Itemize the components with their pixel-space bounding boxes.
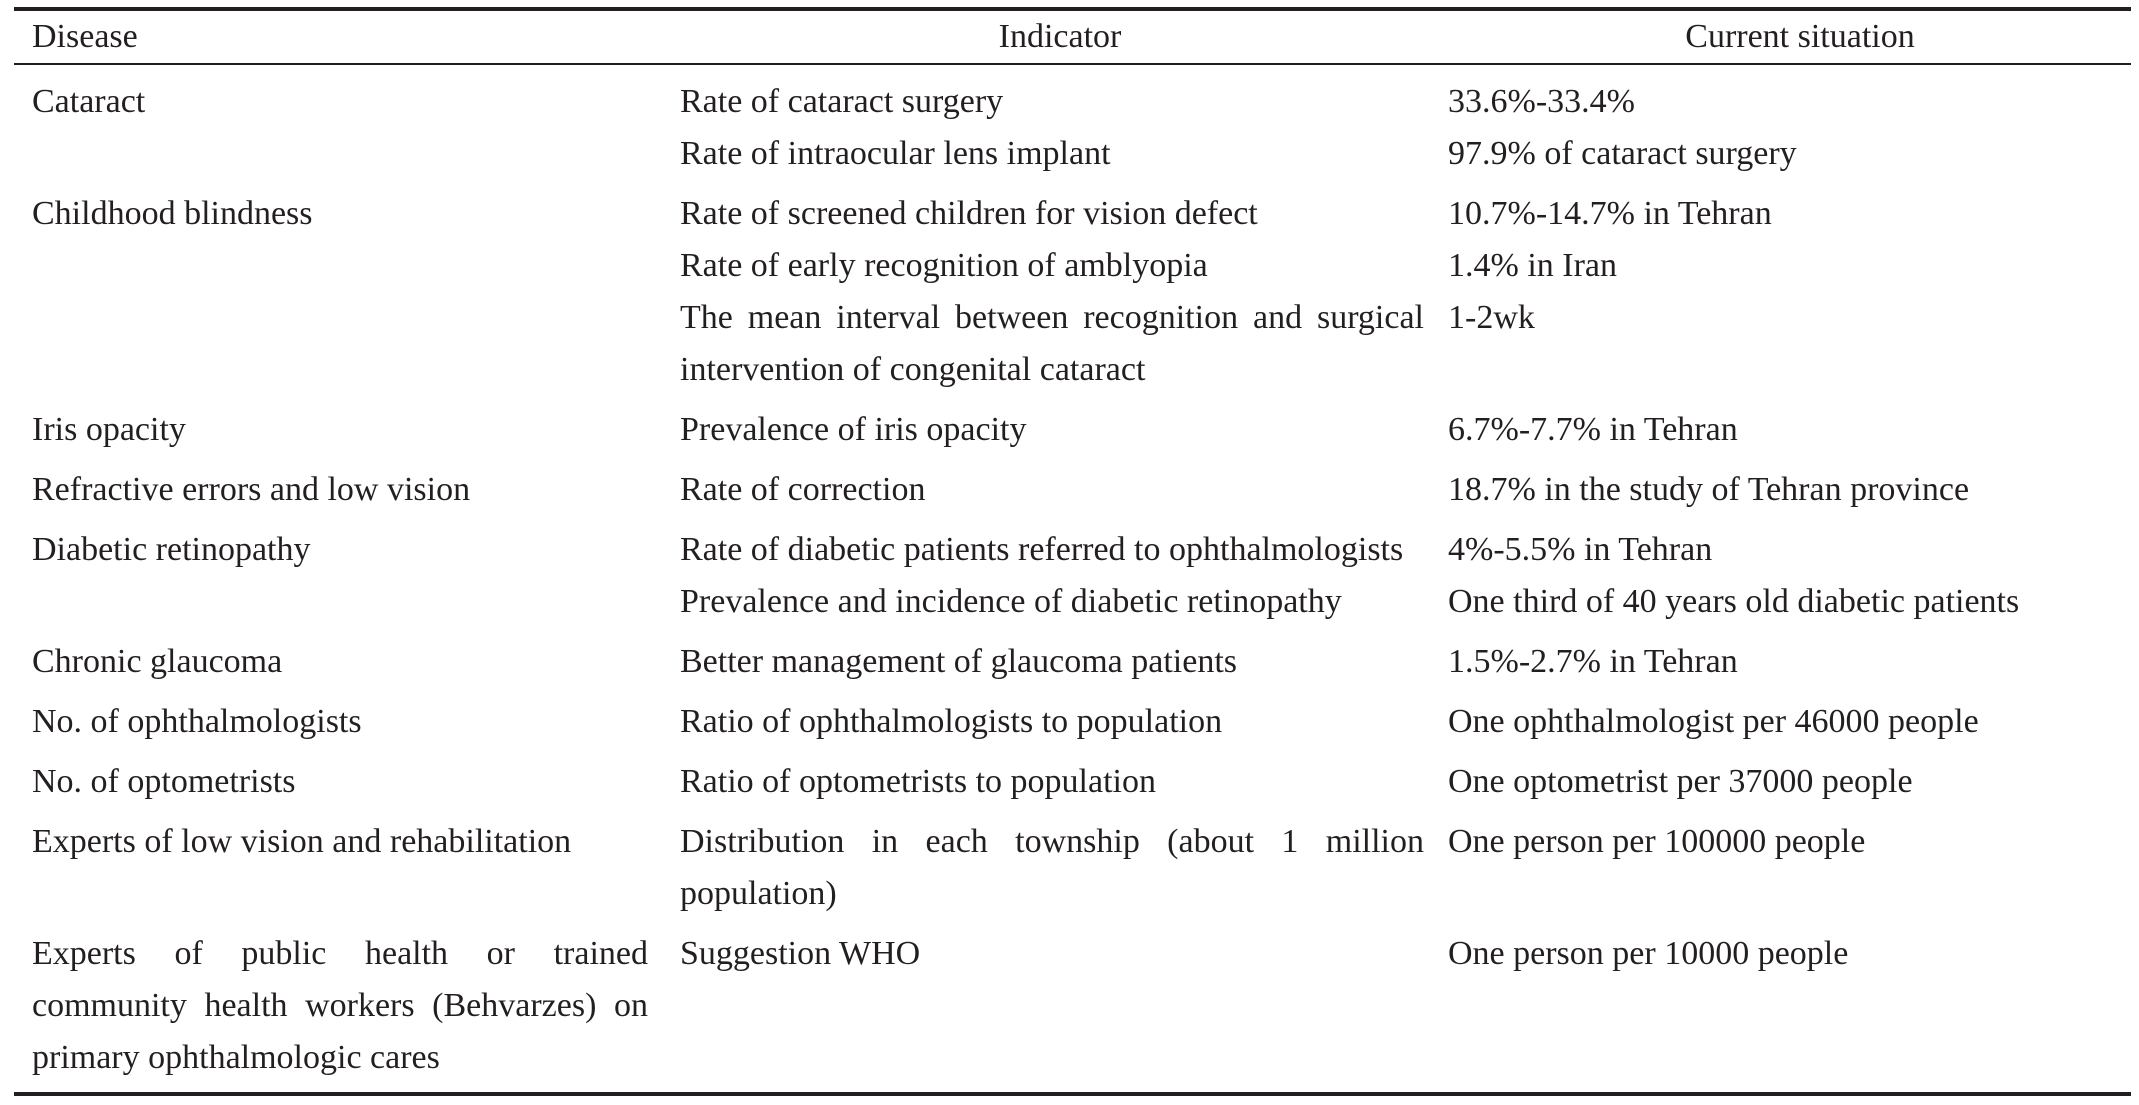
indicator-cell: Prevalence of iris opacity — [680, 411, 1027, 448]
table-row — [648, 696, 2139, 748]
indicator-cell: Ratio of optometrists to population — [680, 763, 1156, 800]
indicator-cell: Rate of cataract surgery — [680, 83, 1004, 120]
table-body — [0, 76, 2139, 1092]
current-situation-cell: 1-2wk — [1448, 299, 1535, 336]
disease-cell: Experts of public health or trained community health workers (Behvarzes) on primary ophthalmologic cares — [32, 935, 648, 1076]
table-row — [648, 636, 2139, 688]
indicator-rows — [648, 188, 2139, 396]
indicator-cell: Rate of intraocular lens implant — [680, 135, 1111, 172]
table-row — [648, 292, 2139, 396]
indicator-cell: Distribution in each township (about 1 million population) — [680, 823, 1424, 912]
indicator-cell: Rate of screened children for vision defect — [680, 195, 1258, 232]
current-situation-cell: One person per 10000 people — [1448, 935, 1849, 972]
table-row — [648, 404, 2139, 456]
current-situation-cell: One third of 40 years old diabetic patients — [1448, 583, 2020, 620]
disease-cell: Iris opacity — [32, 411, 186, 448]
table-row — [648, 76, 2139, 128]
indicator-rows — [648, 404, 2139, 456]
current-situation-cell: 1.4% in Iran — [1448, 247, 1618, 284]
current-situation-cell: 10.7%-14.7% in Tehran — [1448, 195, 1772, 232]
table-row — [648, 188, 2139, 240]
table-bottom-rule — [14, 1092, 2131, 1096]
table-row — [648, 576, 2139, 628]
header-disease: Disease — [32, 18, 138, 55]
indicator-rows — [648, 464, 2139, 516]
indicator-rows — [648, 928, 2139, 1084]
table-row — [648, 128, 2139, 180]
indicator-cell: Rate of correction — [680, 471, 926, 508]
indicator-cell: Prevalence and incidence of diabetic retinopathy — [680, 583, 1342, 620]
table-row-group — [0, 756, 2139, 816]
table-row-group — [0, 636, 2139, 696]
current-situation-cell: One ophthalmologist per 46000 people — [1448, 703, 1979, 740]
table-row — [648, 240, 2139, 292]
header-indicator: Indicator — [998, 18, 1122, 55]
indicator-cell: Suggestion WHO — [680, 935, 921, 972]
current-situation-cell: 1.5%-2.7% in Tehran — [1448, 643, 1738, 680]
table-header-rule — [14, 63, 2131, 65]
table-row — [648, 928, 2139, 980]
disease-cell: Cataract — [32, 83, 146, 120]
table-row-group — [0, 524, 2139, 636]
indicator-cell: Rate of early recognition of amblyopia — [680, 247, 1208, 284]
disease-cell: No. of optometrists — [32, 763, 296, 800]
table-row-group — [0, 816, 2139, 928]
indicator-cell: The mean interval between recognition and surgical intervention of congenital cataract — [680, 299, 1424, 388]
table-row — [648, 524, 2139, 576]
indicator-rows — [648, 76, 2139, 180]
current-situation-cell: 97.9% of cataract surgery — [1448, 135, 1797, 172]
indicator-rows — [648, 696, 2139, 748]
disease-cell: Childhood blindness — [32, 195, 313, 232]
disease-cell: Diabetic retinopathy — [32, 531, 311, 568]
disease-cell: Experts of low vision and rehabilitation — [32, 823, 572, 860]
table-row-group — [0, 464, 2139, 524]
header-current-situation: Current situation — [1685, 18, 1915, 55]
table-row — [648, 816, 2139, 920]
table-row — [648, 756, 2139, 808]
table-row-group — [0, 696, 2139, 756]
table-row — [648, 464, 2139, 516]
current-situation-cell: 18.7% in the study of Tehran province — [1448, 471, 1970, 508]
indicator-rows — [648, 756, 2139, 808]
table-row-group — [0, 928, 2139, 1092]
table-row-group — [0, 76, 2139, 188]
indicator-cell: Rate of diabetic patients referred to ophthalmologists — [680, 531, 1404, 568]
current-situation-cell: 6.7%-7.7% in Tehran — [1448, 411, 1738, 448]
table-top-rule — [14, 7, 2131, 11]
current-situation-cell: One person per 100000 people — [1448, 823, 1866, 860]
current-situation-cell: One optometrist per 37000 people — [1448, 763, 1913, 800]
indicator-rows — [648, 524, 2139, 628]
disease-cell: Refractive errors and low vision — [32, 471, 471, 508]
indicator-rows — [648, 636, 2139, 688]
table-row-group — [0, 404, 2139, 464]
indicator-cell: Better management of glaucoma patients — [680, 643, 1238, 680]
current-situation-cell: 4%-5.5% in Tehran — [1448, 531, 1713, 568]
disease-cell: Chronic glaucoma — [32, 643, 283, 680]
indicator-rows — [648, 816, 2139, 920]
indicator-cell: Ratio of ophthalmologists to population — [680, 703, 1223, 740]
disease-cell: No. of ophthalmologists — [32, 703, 362, 740]
current-situation-cell: 33.6%-33.4% — [1448, 83, 1635, 120]
table-row-group — [0, 188, 2139, 404]
